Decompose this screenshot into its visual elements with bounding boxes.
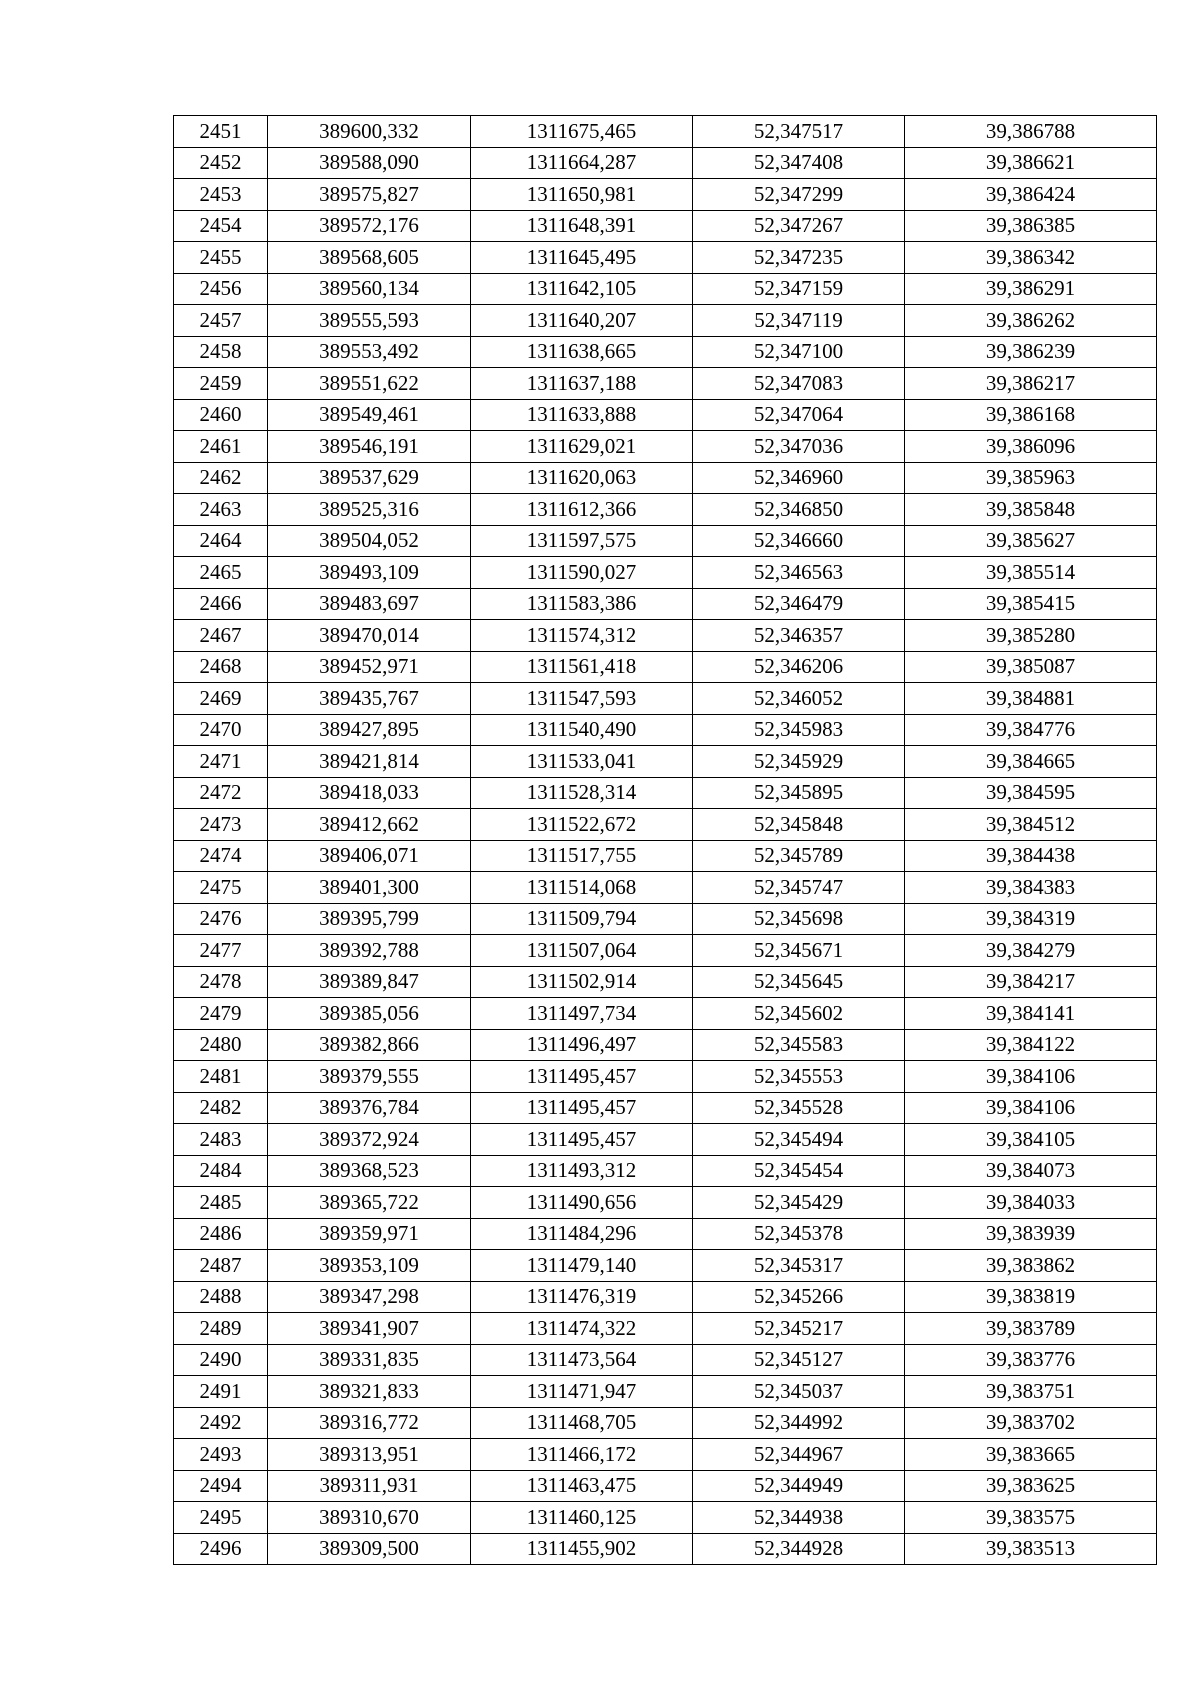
latitude-cell: 52,345429 — [693, 1187, 905, 1219]
point-number-cell: 2466 — [174, 588, 268, 620]
longitude-cell: 39,386342 — [905, 242, 1157, 274]
y-coordinate-cell: 1311612,366 — [471, 494, 693, 526]
table-row — [174, 588, 1157, 620]
latitude-cell: 52,346850 — [693, 494, 905, 526]
longitude-cell: 39,384279 — [905, 935, 1157, 967]
y-coordinate-cell: 1311561,418 — [471, 651, 693, 683]
point-number-cell: 2463 — [174, 494, 268, 526]
table-row — [174, 1218, 1157, 1250]
table-row — [174, 714, 1157, 746]
point-number-cell: 2489 — [174, 1313, 268, 1345]
x-coordinate-cell: 389311,931 — [268, 1470, 471, 1502]
point-number-cell: 2474 — [174, 840, 268, 872]
point-number-cell: 2465 — [174, 557, 268, 589]
latitude-cell: 52,345217 — [693, 1313, 905, 1345]
longitude-cell: 39,383702 — [905, 1407, 1157, 1439]
y-coordinate-cell: 1311495,457 — [471, 1061, 693, 1093]
longitude-cell: 39,385280 — [905, 620, 1157, 652]
table-row — [174, 840, 1157, 872]
longitude-cell: 39,383819 — [905, 1281, 1157, 1313]
y-coordinate-cell: 1311455,902 — [471, 1533, 693, 1565]
latitude-cell: 52,345602 — [693, 998, 905, 1030]
point-number-cell: 2473 — [174, 809, 268, 841]
longitude-cell: 39,384033 — [905, 1187, 1157, 1219]
point-number-cell: 2485 — [174, 1187, 268, 1219]
y-coordinate-cell: 1311638,665 — [471, 336, 693, 368]
latitude-cell: 52,346479 — [693, 588, 905, 620]
point-number-cell: 2483 — [174, 1124, 268, 1156]
longitude-cell: 39,384319 — [905, 903, 1157, 935]
table-row — [174, 1376, 1157, 1408]
latitude-cell: 52,345671 — [693, 935, 905, 967]
longitude-cell: 39,384106 — [905, 1092, 1157, 1124]
y-coordinate-cell: 1311620,063 — [471, 462, 693, 494]
y-coordinate-cell: 1311473,564 — [471, 1344, 693, 1376]
y-coordinate-cell: 1311629,021 — [471, 431, 693, 463]
y-coordinate-cell: 1311496,497 — [471, 1029, 693, 1061]
x-coordinate-cell: 389313,951 — [268, 1439, 471, 1471]
longitude-cell: 39,384881 — [905, 683, 1157, 715]
latitude-cell: 52,347517 — [693, 116, 905, 148]
table-row — [174, 210, 1157, 242]
table-row — [174, 998, 1157, 1030]
latitude-cell: 52,347408 — [693, 147, 905, 179]
point-number-cell: 2468 — [174, 651, 268, 683]
y-coordinate-cell: 1311633,888 — [471, 399, 693, 431]
latitude-cell: 52,345454 — [693, 1155, 905, 1187]
table-row — [174, 1502, 1157, 1534]
y-coordinate-cell: 1311640,207 — [471, 305, 693, 337]
point-number-cell: 2455 — [174, 242, 268, 274]
latitude-cell: 52,345895 — [693, 777, 905, 809]
x-coordinate-cell: 389341,907 — [268, 1313, 471, 1345]
table-row — [174, 399, 1157, 431]
table-row — [174, 1281, 1157, 1313]
table-row — [174, 777, 1157, 809]
longitude-cell: 39,386621 — [905, 147, 1157, 179]
table-row — [174, 242, 1157, 274]
latitude-cell: 52,345848 — [693, 809, 905, 841]
x-coordinate-cell: 389572,176 — [268, 210, 471, 242]
latitude-cell: 52,345266 — [693, 1281, 905, 1313]
y-coordinate-cell: 1311493,312 — [471, 1155, 693, 1187]
coordinates-table — [173, 115, 1157, 1565]
y-coordinate-cell: 1311468,705 — [471, 1407, 693, 1439]
longitude-cell: 39,386168 — [905, 399, 1157, 431]
x-coordinate-cell: 389412,662 — [268, 809, 471, 841]
y-coordinate-cell: 1311648,391 — [471, 210, 693, 242]
y-coordinate-cell: 1311642,105 — [471, 273, 693, 305]
latitude-cell: 52,347159 — [693, 273, 905, 305]
point-number-cell: 2472 — [174, 777, 268, 809]
y-coordinate-cell: 1311471,947 — [471, 1376, 693, 1408]
latitude-cell: 52,345698 — [693, 903, 905, 935]
x-coordinate-cell: 389546,191 — [268, 431, 471, 463]
longitude-cell: 39,386291 — [905, 273, 1157, 305]
longitude-cell: 39,384106 — [905, 1061, 1157, 1093]
x-coordinate-cell: 389353,109 — [268, 1250, 471, 1282]
latitude-cell: 52,346357 — [693, 620, 905, 652]
x-coordinate-cell: 389421,814 — [268, 746, 471, 778]
longitude-cell: 39,383513 — [905, 1533, 1157, 1565]
point-number-cell: 2459 — [174, 368, 268, 400]
y-coordinate-cell: 1311466,172 — [471, 1439, 693, 1471]
longitude-cell: 39,384105 — [905, 1124, 1157, 1156]
y-coordinate-cell: 1311597,575 — [471, 525, 693, 557]
y-coordinate-cell: 1311479,140 — [471, 1250, 693, 1282]
table-row — [174, 1533, 1157, 1565]
x-coordinate-cell: 389537,629 — [268, 462, 471, 494]
x-coordinate-cell: 389392,788 — [268, 935, 471, 967]
latitude-cell: 52,346206 — [693, 651, 905, 683]
point-number-cell: 2460 — [174, 399, 268, 431]
x-coordinate-cell: 389321,833 — [268, 1376, 471, 1408]
point-number-cell: 2469 — [174, 683, 268, 715]
x-coordinate-cell: 389347,298 — [268, 1281, 471, 1313]
point-number-cell: 2453 — [174, 179, 268, 211]
point-number-cell: 2475 — [174, 872, 268, 904]
x-coordinate-cell: 389427,895 — [268, 714, 471, 746]
y-coordinate-cell: 1311502,914 — [471, 966, 693, 998]
table-row — [174, 872, 1157, 904]
point-number-cell: 2461 — [174, 431, 268, 463]
latitude-cell: 52,345983 — [693, 714, 905, 746]
y-coordinate-cell: 1311460,125 — [471, 1502, 693, 1534]
latitude-cell: 52,345127 — [693, 1344, 905, 1376]
longitude-cell: 39,384438 — [905, 840, 1157, 872]
latitude-cell: 52,347064 — [693, 399, 905, 431]
longitude-cell: 39,385514 — [905, 557, 1157, 589]
x-coordinate-cell: 389568,605 — [268, 242, 471, 274]
table-row — [174, 1061, 1157, 1093]
x-coordinate-cell: 389575,827 — [268, 179, 471, 211]
point-number-cell: 2470 — [174, 714, 268, 746]
point-number-cell: 2481 — [174, 1061, 268, 1093]
x-coordinate-cell: 389483,697 — [268, 588, 471, 620]
x-coordinate-cell: 389379,555 — [268, 1061, 471, 1093]
point-number-cell: 2462 — [174, 462, 268, 494]
y-coordinate-cell: 1311490,656 — [471, 1187, 693, 1219]
x-coordinate-cell: 389385,056 — [268, 998, 471, 1030]
latitude-cell: 52,347299 — [693, 179, 905, 211]
table-row — [174, 336, 1157, 368]
x-coordinate-cell: 389493,109 — [268, 557, 471, 589]
latitude-cell: 52,344967 — [693, 1439, 905, 1471]
latitude-cell: 52,347119 — [693, 305, 905, 337]
point-number-cell: 2456 — [174, 273, 268, 305]
point-number-cell: 2491 — [174, 1376, 268, 1408]
latitude-cell: 52,346660 — [693, 525, 905, 557]
x-coordinate-cell: 389389,847 — [268, 966, 471, 998]
point-number-cell: 2484 — [174, 1155, 268, 1187]
point-number-cell: 2464 — [174, 525, 268, 557]
coordinates-table-body — [174, 116, 1157, 1565]
point-number-cell: 2452 — [174, 147, 268, 179]
y-coordinate-cell: 1311463,475 — [471, 1470, 693, 1502]
x-coordinate-cell: 389395,799 — [268, 903, 471, 935]
latitude-cell: 52,345929 — [693, 746, 905, 778]
point-number-cell: 2454 — [174, 210, 268, 242]
table-row — [174, 557, 1157, 589]
point-number-cell: 2458 — [174, 336, 268, 368]
y-coordinate-cell: 1311474,322 — [471, 1313, 693, 1345]
longitude-cell: 39,386385 — [905, 210, 1157, 242]
y-coordinate-cell: 1311484,296 — [471, 1218, 693, 1250]
table-row — [174, 746, 1157, 778]
table-row — [174, 494, 1157, 526]
y-coordinate-cell: 1311514,068 — [471, 872, 693, 904]
longitude-cell: 39,384665 — [905, 746, 1157, 778]
y-coordinate-cell: 1311590,027 — [471, 557, 693, 589]
point-number-cell: 2487 — [174, 1250, 268, 1282]
longitude-cell: 39,383625 — [905, 1470, 1157, 1502]
latitude-cell: 52,347235 — [693, 242, 905, 274]
latitude-cell: 52,344928 — [693, 1533, 905, 1565]
table-row — [174, 1407, 1157, 1439]
point-number-cell: 2482 — [174, 1092, 268, 1124]
latitude-cell: 52,345553 — [693, 1061, 905, 1093]
longitude-cell: 39,385848 — [905, 494, 1157, 526]
point-number-cell: 2471 — [174, 746, 268, 778]
x-coordinate-cell: 389555,593 — [268, 305, 471, 337]
longitude-cell: 39,383665 — [905, 1439, 1157, 1471]
table-row — [174, 431, 1157, 463]
longitude-cell: 39,386096 — [905, 431, 1157, 463]
x-coordinate-cell: 389435,767 — [268, 683, 471, 715]
latitude-cell: 52,347267 — [693, 210, 905, 242]
table-row — [174, 273, 1157, 305]
latitude-cell: 52,347083 — [693, 368, 905, 400]
latitude-cell: 52,344992 — [693, 1407, 905, 1439]
latitude-cell: 52,344949 — [693, 1470, 905, 1502]
x-coordinate-cell: 389376,784 — [268, 1092, 471, 1124]
point-number-cell: 2457 — [174, 305, 268, 337]
x-coordinate-cell: 389549,461 — [268, 399, 471, 431]
latitude-cell: 52,347100 — [693, 336, 905, 368]
y-coordinate-cell: 1311528,314 — [471, 777, 693, 809]
longitude-cell: 39,385627 — [905, 525, 1157, 557]
latitude-cell: 52,345528 — [693, 1092, 905, 1124]
point-number-cell: 2486 — [174, 1218, 268, 1250]
point-number-cell: 2478 — [174, 966, 268, 998]
latitude-cell: 52,347036 — [693, 431, 905, 463]
x-coordinate-cell: 389382,866 — [268, 1029, 471, 1061]
longitude-cell: 39,386217 — [905, 368, 1157, 400]
x-coordinate-cell: 389600,332 — [268, 116, 471, 148]
table-row — [174, 1155, 1157, 1187]
y-coordinate-cell: 1311547,593 — [471, 683, 693, 715]
x-coordinate-cell: 389504,052 — [268, 525, 471, 557]
x-coordinate-cell: 389365,722 — [268, 1187, 471, 1219]
longitude-cell: 39,386239 — [905, 336, 1157, 368]
x-coordinate-cell: 389316,772 — [268, 1407, 471, 1439]
longitude-cell: 39,386788 — [905, 116, 1157, 148]
latitude-cell: 52,345645 — [693, 966, 905, 998]
longitude-cell: 39,384595 — [905, 777, 1157, 809]
longitude-cell: 39,384073 — [905, 1155, 1157, 1187]
longitude-cell: 39,385415 — [905, 588, 1157, 620]
y-coordinate-cell: 1311522,672 — [471, 809, 693, 841]
point-number-cell: 2467 — [174, 620, 268, 652]
latitude-cell: 52,345378 — [693, 1218, 905, 1250]
y-coordinate-cell: 1311645,495 — [471, 242, 693, 274]
table-row — [174, 935, 1157, 967]
latitude-cell: 52,345494 — [693, 1124, 905, 1156]
latitude-cell: 52,345789 — [693, 840, 905, 872]
x-coordinate-cell: 389560,134 — [268, 273, 471, 305]
point-number-cell: 2493 — [174, 1439, 268, 1471]
y-coordinate-cell: 1311495,457 — [471, 1124, 693, 1156]
longitude-cell: 39,384217 — [905, 966, 1157, 998]
y-coordinate-cell: 1311533,041 — [471, 746, 693, 778]
latitude-cell: 52,346563 — [693, 557, 905, 589]
table-row — [174, 305, 1157, 337]
y-coordinate-cell: 1311675,465 — [471, 116, 693, 148]
y-coordinate-cell: 1311497,734 — [471, 998, 693, 1030]
x-coordinate-cell: 389470,014 — [268, 620, 471, 652]
longitude-cell: 39,383862 — [905, 1250, 1157, 1282]
latitude-cell: 52,345037 — [693, 1376, 905, 1408]
longitude-cell: 39,383789 — [905, 1313, 1157, 1345]
table-row — [174, 1250, 1157, 1282]
longitude-cell: 39,384383 — [905, 872, 1157, 904]
point-number-cell: 2479 — [174, 998, 268, 1030]
x-coordinate-cell: 389452,971 — [268, 651, 471, 683]
point-number-cell: 2494 — [174, 1470, 268, 1502]
y-coordinate-cell: 1311517,755 — [471, 840, 693, 872]
longitude-cell: 39,383939 — [905, 1218, 1157, 1250]
table-row — [174, 1092, 1157, 1124]
y-coordinate-cell: 1311495,457 — [471, 1092, 693, 1124]
y-coordinate-cell: 1311507,064 — [471, 935, 693, 967]
table-row — [174, 1029, 1157, 1061]
table-row — [174, 1470, 1157, 1502]
y-coordinate-cell: 1311540,490 — [471, 714, 693, 746]
x-coordinate-cell: 389588,090 — [268, 147, 471, 179]
table-row — [174, 179, 1157, 211]
longitude-cell: 39,386262 — [905, 305, 1157, 337]
longitude-cell: 39,383575 — [905, 1502, 1157, 1534]
y-coordinate-cell: 1311664,287 — [471, 147, 693, 179]
latitude-cell: 52,345583 — [693, 1029, 905, 1061]
y-coordinate-cell: 1311509,794 — [471, 903, 693, 935]
table-row — [174, 966, 1157, 998]
table-row — [174, 116, 1157, 148]
latitude-cell: 52,346960 — [693, 462, 905, 494]
point-number-cell: 2495 — [174, 1502, 268, 1534]
table-row — [174, 651, 1157, 683]
point-number-cell: 2451 — [174, 116, 268, 148]
x-coordinate-cell: 389525,316 — [268, 494, 471, 526]
point-number-cell: 2492 — [174, 1407, 268, 1439]
point-number-cell: 2488 — [174, 1281, 268, 1313]
x-coordinate-cell: 389310,670 — [268, 1502, 471, 1534]
x-coordinate-cell: 389309,500 — [268, 1533, 471, 1565]
longitude-cell: 39,386424 — [905, 179, 1157, 211]
point-number-cell: 2480 — [174, 1029, 268, 1061]
x-coordinate-cell: 389368,523 — [268, 1155, 471, 1187]
table-row — [174, 1124, 1157, 1156]
longitude-cell: 39,385963 — [905, 462, 1157, 494]
y-coordinate-cell: 1311583,386 — [471, 588, 693, 620]
y-coordinate-cell: 1311650,981 — [471, 179, 693, 211]
table-row — [174, 1187, 1157, 1219]
table-row — [174, 1313, 1157, 1345]
longitude-cell: 39,384122 — [905, 1029, 1157, 1061]
x-coordinate-cell: 389406,071 — [268, 840, 471, 872]
table-row — [174, 147, 1157, 179]
point-number-cell: 2490 — [174, 1344, 268, 1376]
longitude-cell: 39,383751 — [905, 1376, 1157, 1408]
y-coordinate-cell: 1311637,188 — [471, 368, 693, 400]
latitude-cell: 52,346052 — [693, 683, 905, 715]
y-coordinate-cell: 1311574,312 — [471, 620, 693, 652]
point-number-cell: 2476 — [174, 903, 268, 935]
x-coordinate-cell: 389372,924 — [268, 1124, 471, 1156]
table-row — [174, 1439, 1157, 1471]
point-number-cell: 2496 — [174, 1533, 268, 1565]
table-row — [174, 525, 1157, 557]
table-row — [174, 1344, 1157, 1376]
longitude-cell: 39,383776 — [905, 1344, 1157, 1376]
table-row — [174, 462, 1157, 494]
table-row — [174, 683, 1157, 715]
y-coordinate-cell: 1311476,319 — [471, 1281, 693, 1313]
longitude-cell: 39,384512 — [905, 809, 1157, 841]
table-row — [174, 368, 1157, 400]
longitude-cell: 39,385087 — [905, 651, 1157, 683]
x-coordinate-cell: 389418,033 — [268, 777, 471, 809]
table-row — [174, 809, 1157, 841]
latitude-cell: 52,345317 — [693, 1250, 905, 1282]
longitude-cell: 39,384776 — [905, 714, 1157, 746]
latitude-cell: 52,345747 — [693, 872, 905, 904]
x-coordinate-cell: 389359,971 — [268, 1218, 471, 1250]
point-number-cell: 2477 — [174, 935, 268, 967]
table-row — [174, 620, 1157, 652]
table-row — [174, 903, 1157, 935]
latitude-cell: 52,344938 — [693, 1502, 905, 1534]
x-coordinate-cell: 389331,835 — [268, 1344, 471, 1376]
longitude-cell: 39,384141 — [905, 998, 1157, 1030]
x-coordinate-cell: 389551,622 — [268, 368, 471, 400]
x-coordinate-cell: 389401,300 — [268, 872, 471, 904]
x-coordinate-cell: 389553,492 — [268, 336, 471, 368]
